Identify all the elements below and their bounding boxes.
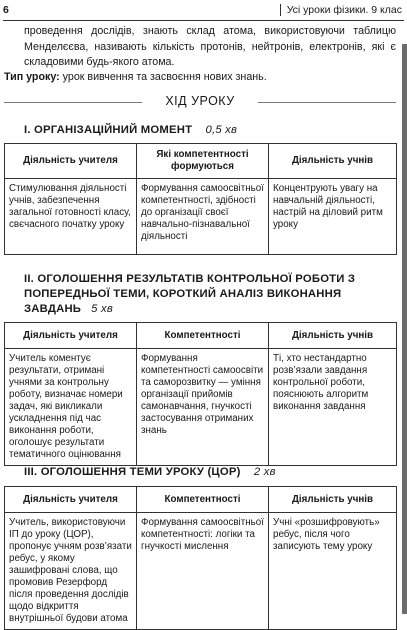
lesson-type-value: урок вивчення та засвоєння нових знань.: [59, 71, 267, 83]
column-header: Компетентності: [137, 323, 269, 349]
section-1-table: [4, 143, 397, 255]
table-cell: Учитель, використовуючи ІП до уроку (ЦОР), пропонує учням розв’язати ребус, у якому зашифровані слова, що промовив Резерфорд після проведення дослідів щодо відкриття внутрішньої будови атома: [5, 513, 137, 630]
divider-title: ХІД УРОКУ: [165, 94, 235, 108]
intro-paragraph: проведення дослідів, знають склад атома, використовуючи таблицю Менделєєва, називають кількість протонів, нейтронів, електронів, які є складовими будь-якого атома.: [24, 25, 396, 68]
table-header-row: [5, 144, 397, 179]
page-number: 6: [3, 4, 9, 16]
column-header: Які компетентності формуються: [137, 144, 269, 179]
section-1-heading: [24, 123, 237, 138]
divider-line-right: [258, 102, 396, 103]
table-cell: Ті, хто нестандартно розв’язали завдання контрольної роботи, пояснюють алгоритм виконання завдання: [269, 349, 397, 466]
column-header: Діяльність учителя: [5, 487, 137, 513]
section-3-heading: [24, 465, 276, 480]
section-1-title: I. ОРГАНІЗАЦІЙНИЙ МОМЕНТ: [24, 124, 193, 136]
column-header: Діяльність учителя: [5, 323, 137, 349]
section-3-table: [4, 486, 397, 630]
page-header: [3, 4, 404, 18]
table-row: [5, 513, 397, 630]
table-cell: Стимулювання діяльності учнів, забезпечення загальної готовності класу, свєчасного початку уроку: [5, 179, 137, 255]
lesson-type: [4, 71, 267, 83]
section-2-duration: 5 хв: [91, 303, 113, 315]
table-row: [5, 179, 397, 255]
column-header: Діяльність учителя: [5, 144, 137, 179]
section-2-title: II. ОГОЛОШЕННЯ РЕЗУЛЬТАТІВ КОНТРОЛЬНОЇ РОБОТИ З ПОПЕРЕДНЬОЇ ТЕМИ, КОРОТКИЙ АНАЛІЗ ВИКОНАННЯ ЗАВДАНЬ: [24, 273, 356, 315]
table-cell: Формування самоосвітньої компетентності: логіки та гнучкості мислення: [137, 513, 269, 630]
column-header: Діяльність учнів: [269, 144, 397, 179]
running-title: Усі уроки фізики. 9 клас: [280, 4, 404, 16]
table-cell: Концентрують увагу на навчальній діяльності, настрій на діловий ритм уроку: [269, 179, 397, 255]
page-edge-bar: [402, 44, 407, 614]
lesson-type-label: Тип уроку:: [4, 71, 60, 83]
table-cell: Учні «розшифровують» ребус, після чого записують тему уроку: [269, 513, 397, 630]
table-header-row: [5, 323, 397, 349]
section-2-heading: [24, 272, 364, 317]
table-cell: Формування самоосвітньої компетентності, здібності до організації своєї навчально-пізнавальної діяльності: [137, 179, 269, 255]
table-cell: Учитель коментує результати, отримані учнями за контрольну роботу, визначає номери задач, які викликали ускладнення під час виконання роботи, оголошує результати тематичного оцінювання: [5, 349, 137, 466]
column-header: Діяльність учнів: [269, 323, 397, 349]
section-1-duration: 0,5 хв: [205, 124, 238, 136]
column-header: Компетентності: [137, 487, 269, 513]
table-header-row: [5, 487, 397, 513]
lesson-progress-divider: [4, 94, 396, 110]
column-header: Діяльність учнів: [269, 487, 397, 513]
table-cell: Формування компетентності самоосвіти та саморозвитку — уміння організації прийомів самонавчання, гнучкості застосування отриманих знань: [137, 349, 269, 466]
section-3-title: III. ОГОЛОШЕННЯ ТЕМИ УРОКУ (ЦОР): [24, 466, 241, 478]
section-3-duration: 2 хв: [253, 466, 276, 478]
header-rule: [3, 20, 404, 21]
table-row: [5, 349, 397, 466]
section-2-table: [4, 322, 397, 466]
